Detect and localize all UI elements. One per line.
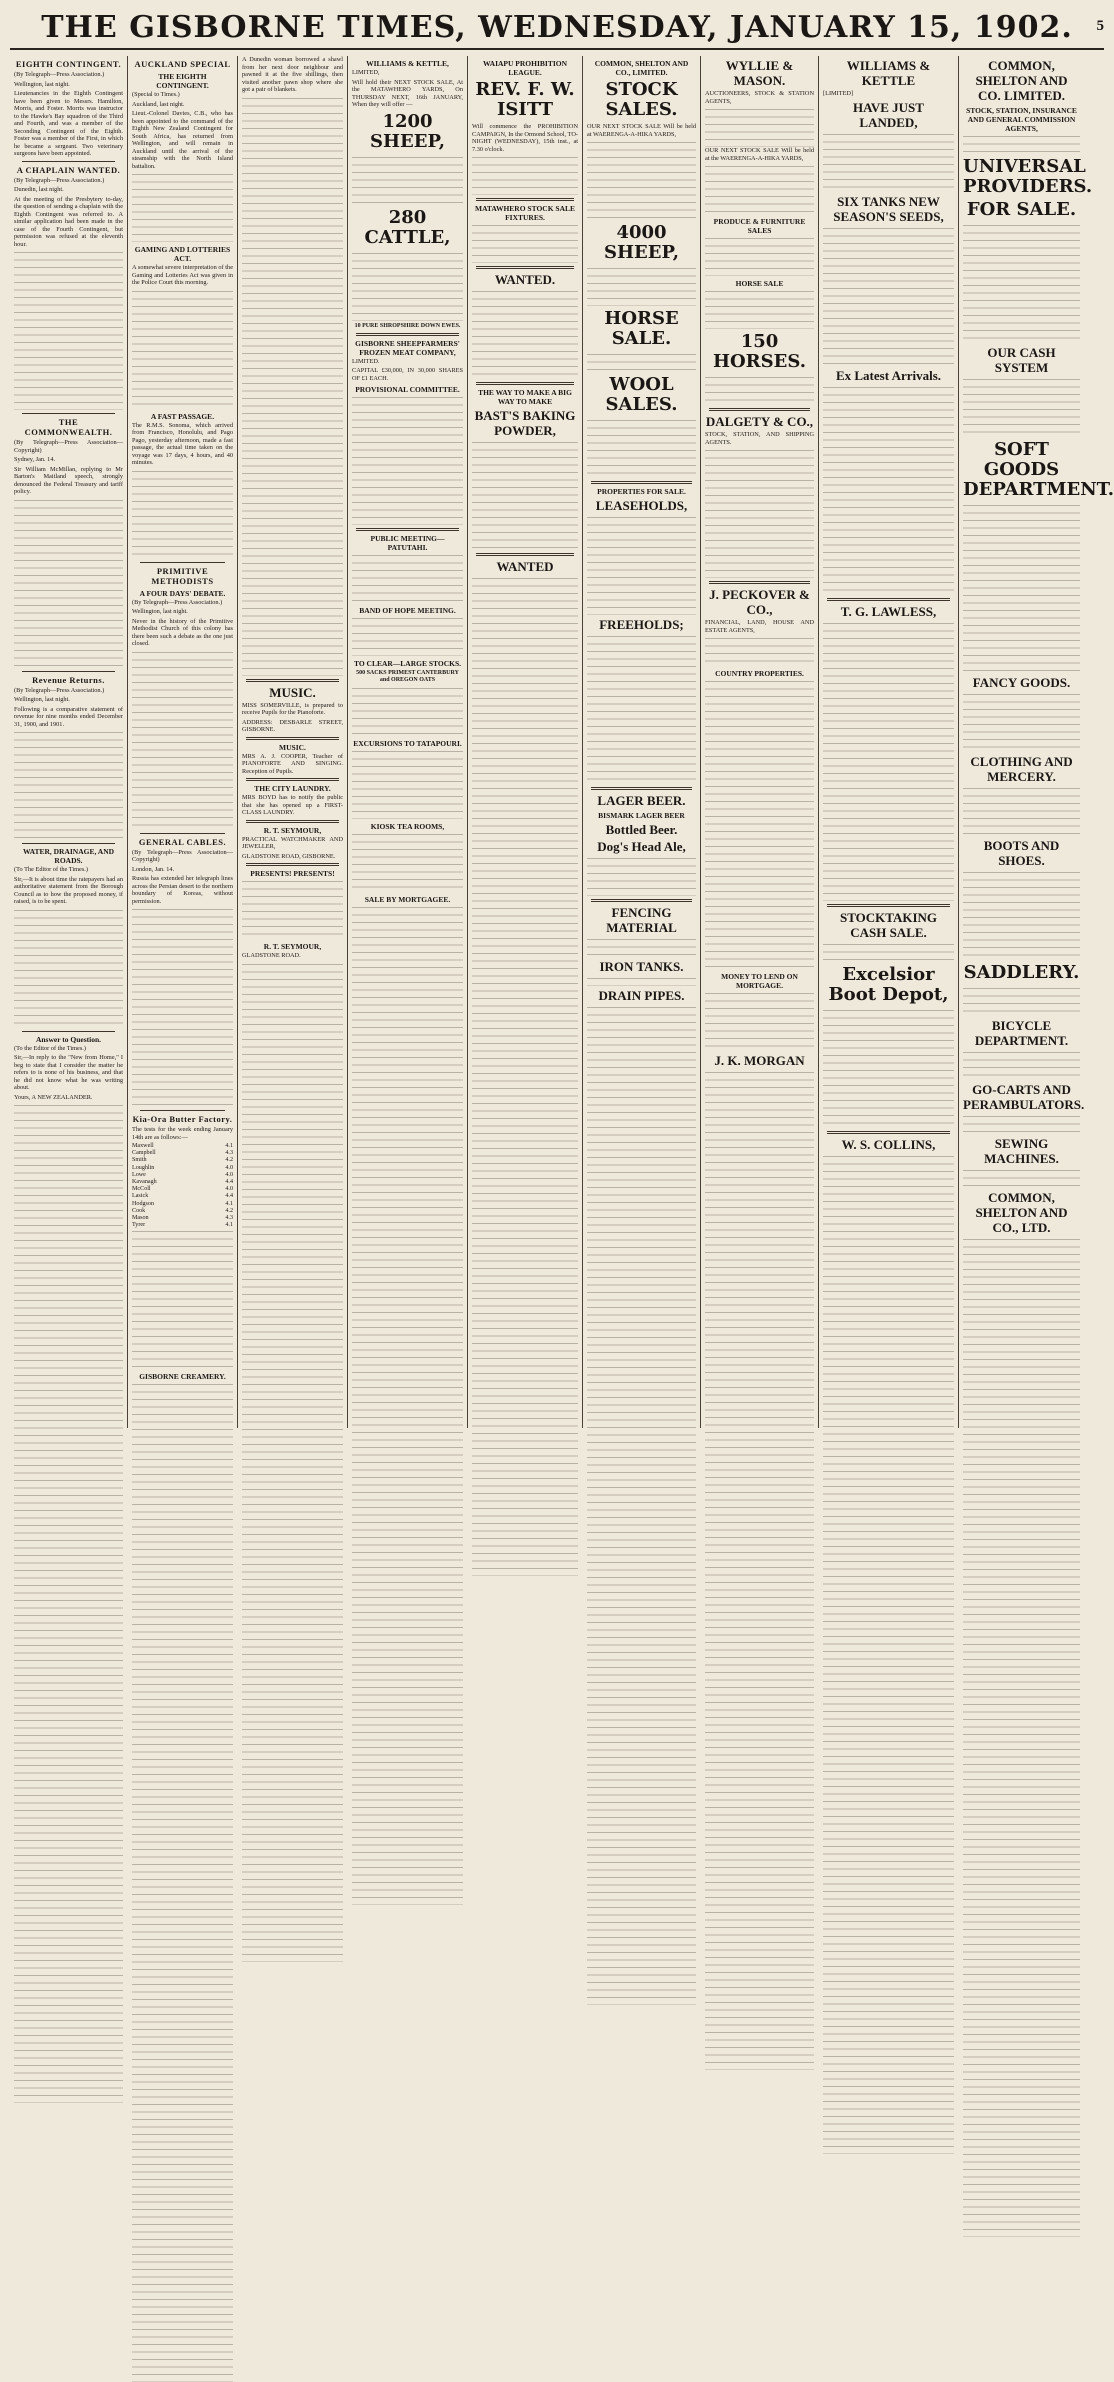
column-1 <box>10 56 128 1428</box>
ad-heading: WILLIAMS & KETTLE, <box>366 59 449 68</box>
ad-heading: PRESENTS! PRESENTS! <box>250 869 335 878</box>
subhead: (To the Editor of the Times.) <box>14 1044 86 1052</box>
ad-heading: MUSIC. <box>279 742 306 752</box>
ad-display: REV. F. W. ISITT <box>475 79 575 120</box>
ad-heading: TO CLEAR—LARGE STOCKS. <box>353 659 462 668</box>
ad-heading: WILLIAMS & KETTLE <box>846 58 931 88</box>
table-row: McColl 4.0 <box>132 1186 233 1193</box>
ad-display: WOOL SALES. <box>605 374 678 415</box>
ad-display: BAST'S BAKING POWDER, <box>474 408 576 438</box>
ad-heading: MUSIC. <box>269 684 316 700</box>
dateline: Wellington, last night. <box>14 696 70 703</box>
ad-subheading: STOCK, STATION, AND SHIPPING AGENTS. <box>705 431 814 446</box>
signature: Yours, A NEW ZEALANDER. <box>14 1093 93 1101</box>
column-8 <box>819 56 959 1428</box>
dateline: Wellington, last night. <box>132 608 188 615</box>
byline: (By Telegraph—Press Association.) <box>14 176 105 184</box>
ad-display: Bottled Beer. <box>605 822 678 837</box>
subhead: A FOUR DAYS' DEBATE. <box>139 588 226 598</box>
column-7 <box>701 56 819 1428</box>
ad-heading: STOCKTAKING CASH SALE. <box>839 909 938 940</box>
ad-text: CAPITAL £30,000, IN 30,000 SHARES OF £1 EACH. <box>352 367 463 382</box>
ad-heading: SALE BY MORTGAGEE. <box>364 895 451 904</box>
ad-display: 500 SACKS PRIMEST CANTERBURY and OREGON OATS <box>356 670 459 683</box>
ad-heading: KIOSK TEA ROOMS, <box>370 822 445 831</box>
column-4 <box>348 56 468 1428</box>
page-number: 5 <box>1096 18 1104 34</box>
ad-heading: T. G. LAWLESS, <box>840 603 937 619</box>
ad-display: Ex Latest Arrivals. <box>835 367 942 383</box>
ad-heading: MONEY TO LEND ON MORTGAGE. <box>721 972 798 990</box>
ad-display: Excelsior Boot Depot, <box>828 963 949 1005</box>
ad-heading: WANTED. <box>494 272 556 287</box>
article-text: The R.M.S. Sonoma, which arrived from Francisco, Honolulu, and Pago Pago, yesterday afternoon, made a fast passage, the actual time taken on the voyage was 17 days, 4 hours, and 40 minutes. <box>132 421 233 466</box>
headline: AUCKLAND SPECIAL <box>134 59 231 69</box>
headline: EIGHTH CONTINGENT. <box>15 59 122 69</box>
table-row: Kavanagh 4.4 <box>132 1179 233 1186</box>
ad-heading: BAND OF HOPE MEETING. <box>359 606 456 615</box>
ad-heading: COMMON, SHELTON AND CO., LTD. <box>975 1190 1068 1235</box>
ad-subheading: AUCTIONEERS, STOCK & STATION AGENTS, <box>705 90 814 105</box>
ad-display: 4000 SHEEP, <box>604 222 679 263</box>
ad-heading: PROPERTIES FOR SALE. <box>597 487 686 496</box>
ad-heading: BICYCLE DEPARTMENT. <box>974 1018 1069 1048</box>
ad-heading: COUNTRY PROPERTIES. <box>715 669 804 678</box>
ad-heading: FANCY GOODS. <box>972 675 1071 690</box>
column-3 <box>238 56 348 1428</box>
masthead <box>10 8 1104 50</box>
ad-text: MRS A. J. COOPER, Teacher of PIANOFORTE AND SINGING. Reception of Pupils. <box>242 752 343 775</box>
ad-heading: CLOTHING AND MERCERY. <box>970 754 1073 784</box>
column-5 <box>468 56 583 1428</box>
ad-display: 1200 SHEEP, <box>370 110 445 152</box>
ad-display: Dog's Head Ale, <box>597 839 686 854</box>
headline: A FAST PASSAGE. <box>150 411 215 421</box>
ad-heading: BISMARK LAGER BEER <box>598 811 685 820</box>
ad-heading: GISBORNE SHEEPFARMERS' FROZEN MEAT COMPANY, <box>355 338 460 357</box>
ad-display: 280 CATTLE, <box>364 206 451 248</box>
ad-text: OUR NEXT STOCK SALE Will be held at the WAERENGA-A-HIKA YARDS, <box>705 147 814 162</box>
ad-heading: R. T. SEYMOUR, <box>263 942 322 951</box>
ad-subheading: LIMITED, <box>352 69 380 76</box>
byline: (By Telegraph—Press Association.) <box>14 686 105 694</box>
ad-address: GLADSTONE ROAD. <box>242 952 301 959</box>
column-2 <box>128 56 238 1428</box>
byline: (By Telegraph—Press Association.) <box>14 71 105 78</box>
ad-display: HAVE JUST LANDED, <box>853 99 924 130</box>
ad-heading: HORSE SALE <box>735 279 784 288</box>
headline: Revenue Returns. <box>32 674 105 685</box>
headline: Kia-Ora Butter Factory. <box>132 1114 233 1124</box>
dateline: Dunedin, last night. <box>14 186 64 193</box>
byline: (By Telegraph—Press Association.) <box>132 598 223 606</box>
table-row: Campbell 4.3 <box>132 1150 233 1157</box>
column-9 <box>959 56 1114 1428</box>
ad-heading: BOOTS AND SHOES. <box>983 838 1060 868</box>
ad-address: GLADSTONE ROAD, GISBORNE. <box>242 852 336 860</box>
ad-display: LAGER BEER. <box>597 793 686 808</box>
headline: THE COMMONWEALTH. <box>24 417 113 437</box>
article-text: A somewhat severe interpretation of the Gaming and Lotteries Act was given in the Police Court this morning. <box>132 264 233 286</box>
subhead: (To The Editor of the Times.) <box>14 866 88 873</box>
article-text: Russia has extended her telegraph lines across the Persian desert to the northern boundary of Koreas, without permission. <box>132 875 233 905</box>
headline: A CHAPLAIN WANTED. <box>16 164 121 175</box>
columns <box>10 56 1114 1428</box>
ad-display: SIX TANKS NEW SEASON'S SEEDS, <box>833 193 944 224</box>
ad-heading: J. K. MORGAN <box>714 1053 805 1068</box>
byline: (By Telegraph—Press Association—Copyright) <box>14 439 123 454</box>
table-row: Lowe 4.0 <box>132 1171 233 1178</box>
ad-subheading: FINANCIAL, LAND, HOUSE AND ESTATE AGENTS, <box>705 619 814 634</box>
ad-heading: WYLLIE & MASON. <box>725 58 794 88</box>
byline: (Special to Times.) <box>132 91 180 98</box>
subhead: THE EIGHTH CONTINGENT. <box>156 72 209 90</box>
article-text: A Dunedin woman borrowed a shawl from her next door neighbour and pawned it at the five shillings, then visited another pawn shop where she got a pair of blankets. <box>242 56 343 93</box>
ad-heading: COMMON, SHELTON AND CO., LIMITED. <box>594 59 689 77</box>
headline: Answer to Question. <box>35 1034 102 1044</box>
ad-text: MISS SOMERVILLE, is prepared to receive Pupils for the Pianoforte. <box>242 701 343 716</box>
table-row: Smith 4.2 <box>132 1157 233 1164</box>
ad-text: Will commence the PROHIBITION CAMPAIGN, In the Ormond School, TO-NIGHT (WEDNESDAY), 15th inst., at 7.30 o'clock. <box>472 123 578 153</box>
ad-heading: COMMON, SHELTON AND CO. LIMITED. <box>975 58 1068 103</box>
ad-heading: GO-CARTS AND PERAMBULATORS. <box>963 1082 1085 1112</box>
dateline: Auckland, last night. <box>132 100 185 108</box>
ad-heading: EXCURSIONS TO TATAPOURI. <box>353 739 462 748</box>
ad-display: 150 HORSES. <box>713 331 806 372</box>
ad-display: UNIVERSAL PROVIDERS. <box>963 156 1093 197</box>
ad-display: SADDLERY. <box>963 962 1080 983</box>
ad-display: SOFT GOODS DEPARTMENT. <box>963 439 1114 500</box>
article-text: The tests for the week ending January 14th are as follows:— <box>132 1126 233 1141</box>
table-row: Mason 4.3 <box>132 1215 233 1222</box>
ad-heading: PROVISIONAL COMMITTEE. <box>355 385 460 394</box>
ad-text: MRS BOYD has to notify the public that she has opened up a FIRST-CLASS LAUNDRY. <box>242 794 343 816</box>
ad-heading: PUBLIC MEETING—PATUTAHI. <box>370 534 445 552</box>
table-row: Lasick 4.4 <box>132 1193 233 1200</box>
dateline: London, Jan. 14. <box>132 865 175 873</box>
ad-heading: OUR CASH SYSTEM <box>987 345 1056 375</box>
headline: GAMING AND LOTTERIES ACT. <box>134 245 231 263</box>
ad-display: FENCING MATERIAL <box>606 905 677 935</box>
ad-heading: PRODUCE & FURNITURE SALES <box>713 217 806 235</box>
ad-text: OUR NEXT STOCK SALE Will be held at WAERENGA-A-HIKA YARDS, <box>587 123 696 138</box>
ad-heading: MATAWHERO STOCK SALE FIXTURES. <box>474 204 576 222</box>
headline: GISBORNE CREAMERY. <box>139 1372 226 1382</box>
ad-heading: W. S. COLLINS, <box>841 1136 936 1152</box>
ad-heading: THE WAY TO MAKE A BIG WAY TO MAKE <box>478 388 572 406</box>
ad-heading: SEWING MACHINES. <box>984 1136 1059 1166</box>
letter-text: Sir,—In reply to the "New from Home," I beg to state that I consider the matter he refers to is none of his business, and that he did not know what he was writing about. <box>14 1054 123 1091</box>
table-row: Maxwell 4.1 <box>132 1143 233 1149</box>
ad-subheading: [LIMITED] <box>823 90 854 97</box>
letter-text: Sir,—It is about time the ratepayers had an authoritative statement from the Borough Council as to how the proposed money, if raised, is to be spent. <box>14 875 123 905</box>
ad-display: IRON TANKS. <box>599 959 684 974</box>
ad-display: DRAIN PIPES. <box>598 988 685 1003</box>
article-text: Never in the history of the Primitive Methodist Church of this colony has there been such a debate as the one just closed. <box>132 617 233 647</box>
ad-display: HORSE SALE. <box>604 308 679 349</box>
headline: GENERAL CABLES. <box>138 836 227 847</box>
masthead-title: THE GISBORNE TIMES, WEDNESDAY, JANUARY 15, 1902. <box>41 10 1073 45</box>
test-results-table <box>132 1143 233 1229</box>
headline: PRIMITIVE METHODISTS <box>151 565 214 586</box>
ad-heading: THE CITY LAUNDRY. <box>254 784 331 793</box>
ad-display: FREEHOLDS; <box>599 617 684 632</box>
article-text: Following is a comparative statement of revenue for nine months ended December 31, 1900, and 1901. <box>14 705 123 728</box>
ad-text: PRACTICAL WATCHMAKER AND JEWELLER, <box>242 835 343 850</box>
byline: (By Telegraph—Press Association—Copyright) <box>132 848 233 863</box>
ad-display: 10 PURE SHROPSHIRE DOWN EWES. <box>354 322 461 329</box>
ad-heading: WANTED <box>496 559 554 574</box>
article-text: Lieut.-Colonel Davies, C.B., who has been appointed to the command of the Eighth New Zealand Contingent for South Africa, has returned from Wellington, and will remain in Auckland until the arrival of the steamship with the North Island battalion. <box>132 110 233 170</box>
article-text: Sir William McMillan, replying to Mr Barton's Maitland speech, strongly denounced the Federal Treasury and tariff policy. <box>14 465 123 495</box>
ad-address: ADDRESS: DESBARLE STREET, GISBORNE. <box>242 718 343 733</box>
table-row: Tyrer 4.1 <box>132 1222 233 1229</box>
ad-heading: DALGETY & CO., <box>705 414 814 429</box>
table-row: Cook 4.2 <box>132 1207 233 1214</box>
column-6 <box>583 56 701 1428</box>
dateline: Wellington, last night. <box>14 80 70 88</box>
ad-subheading: STOCK, STATION, INSURANCE AND GENERAL COMMISSION AGENTS, <box>966 106 1077 133</box>
ad-text: Will hold their NEXT STOCK SALE, At the MATAWHERO YARDS, On THURSDAY NEXT, 16th JANUARY, When they will offer — <box>352 78 463 108</box>
article-text: Lieutenancies in the Eighth Contingent have been given to Messrs. Hamilton, Morris, and Foster. Morris was instructor to the Hawke's Bay squadron of the Third and Fourth, and was a member of the Seconding Contingent of the Eighth. Foster was a member of the First, in which he became a sergeant. Two veterinary surgeons have been appointed. <box>14 90 123 157</box>
dateline: Sydney, Jan. 14. <box>14 456 56 463</box>
ad-subheading: LIMITED. <box>352 357 380 365</box>
ad-heading: R. T. SEYMOUR, <box>263 825 322 835</box>
ad-display: FOR SALE. <box>966 199 1077 220</box>
ad-display: STOCK SALES. <box>605 79 678 120</box>
ad-heading: J. PECKOVER & CO., <box>709 587 810 617</box>
table-row: Hodgson 4.1 <box>132 1200 233 1207</box>
table-row: Loughlin 4.0 <box>132 1164 233 1171</box>
ad-heading: WAIAPU PROHIBITION LEAGUE. <box>483 59 567 77</box>
headline: WATER, DRAINAGE, AND ROADS. <box>22 847 115 865</box>
ad-display: LEASEHOLDS, <box>595 498 688 513</box>
article-text: At the meeting of the Presbytery to-day, the question of sending a chaplain with the Eighth Contingent was referred to. A similar application had been made in the case of the Fourth Contingent, but permission was refused at the eleventh hour. <box>14 195 123 248</box>
